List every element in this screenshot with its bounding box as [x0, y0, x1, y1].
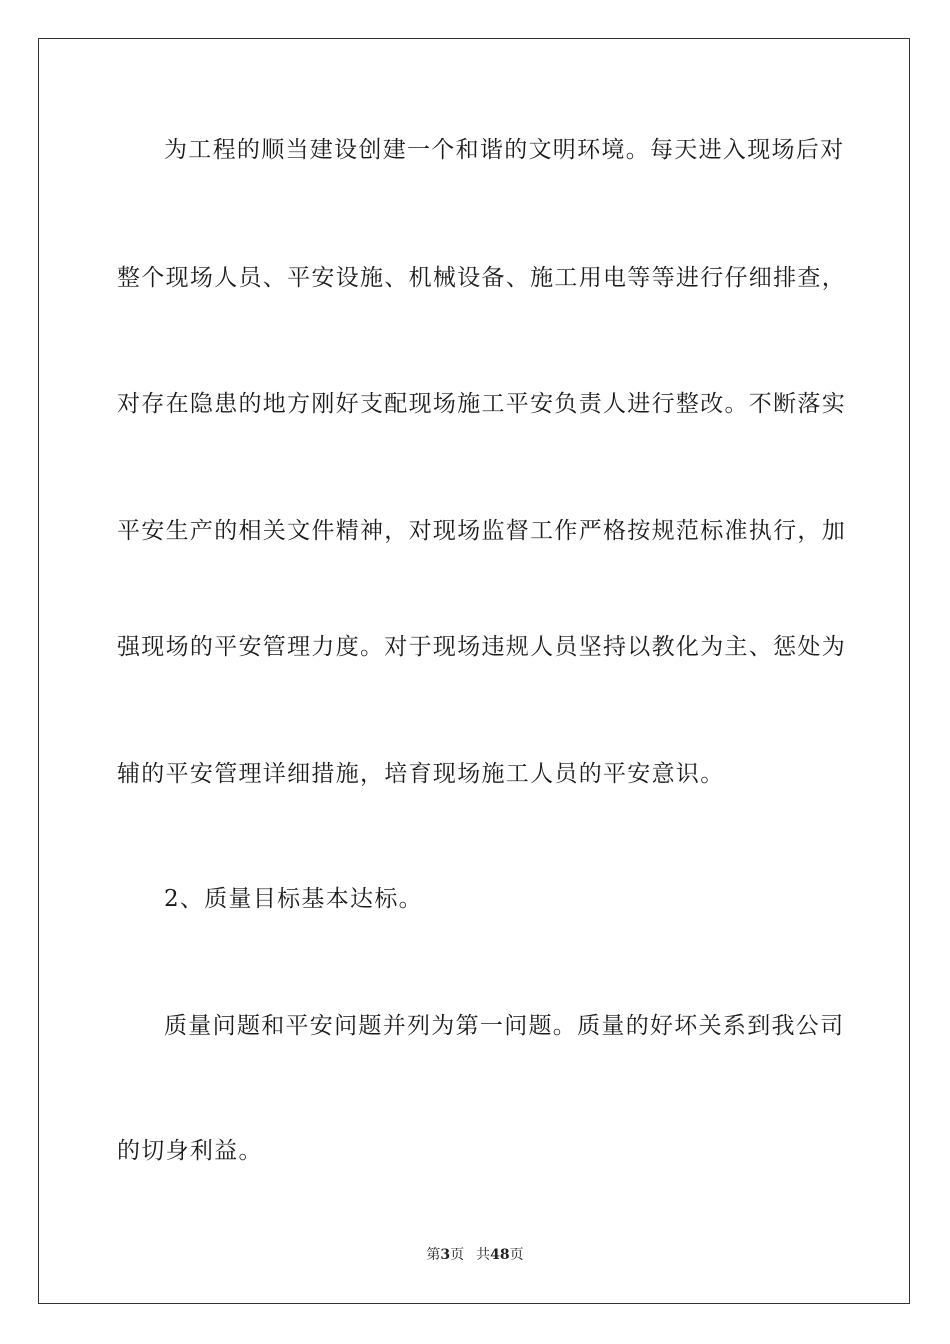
- footer-total-suffix: 页: [509, 1247, 524, 1263]
- paragraph-line: 为工程的顺当建设创建一个和谐的文明环境。每天进入现场后对: [164, 137, 845, 163]
- paragraph-line: 平安生产的相关文件精神，对现场监督工作严格按规范标准执行，加: [117, 518, 846, 544]
- section-heading: 2、质量目标基本达标。: [164, 886, 423, 912]
- footer-total-prefix: 共: [476, 1247, 491, 1263]
- paragraph-line: 整个现场人员、平安设施、机械设备、施工用电等等进行仔细排查，: [117, 265, 846, 291]
- paragraph-line: 质量问题和平安问题并列为第一问题。质量的好坏关系到我公司: [164, 1013, 845, 1039]
- footer-page-suffix: 页: [450, 1247, 465, 1263]
- page-border: [38, 38, 910, 1304]
- paragraph-line: 辅的平安管理详细措施，培育现场施工人员的平安意识。: [117, 761, 725, 787]
- footer-page-prefix: 第: [426, 1247, 441, 1263]
- footer-total-pages: 48: [490, 1247, 510, 1263]
- paragraph-line: 强现场的平安管理力度。对于现场违规人员坚持以教化为主、惩处为: [117, 634, 846, 660]
- page-footer: [0, 1246, 950, 1264]
- paragraph-line: 的切身利益。: [117, 1138, 263, 1164]
- footer-page-number: 3: [440, 1247, 451, 1263]
- paragraph-line: 对存在隐患的地方刚好支配现场施工平安负责人进行整改。不断落实: [117, 391, 846, 417]
